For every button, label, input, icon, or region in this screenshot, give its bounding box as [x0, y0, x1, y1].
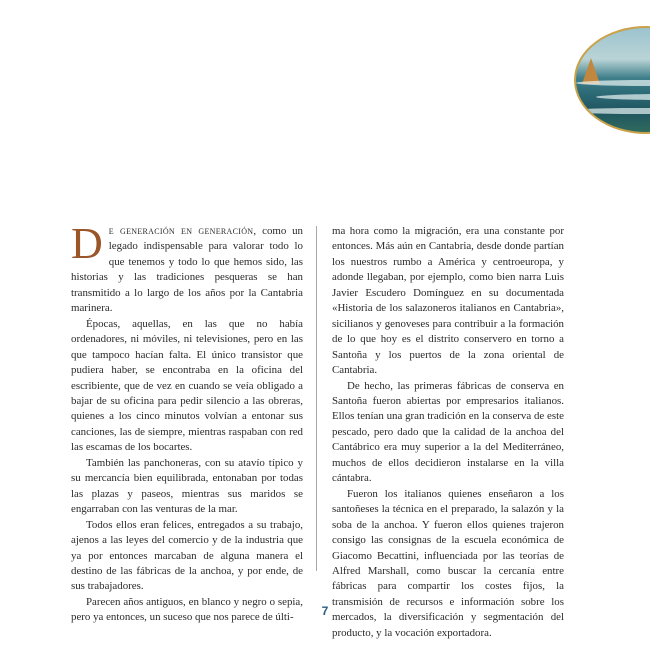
paragraph: Épocas, aquellas, en las que no había ordenadores, ni móviles, ni televisiones, pero en las que tampoco hacían falta. El único transistor que pudiera haber, se encontraba en la oficina del escribiente, que de vez en cuando se veía obligado a bajar de su oficina para pedir silencio a las obreras, quienes a los cinco minutos volvían a entonar sus canciones, las de siempre, mientras raspaban con red las escamas de los bocartes.	[71, 317, 303, 454]
right-text-column	[332, 224, 564, 641]
paragraph-text: como un legado indispensable para valorar todo lo que tenemos y todo lo que hemos sido, las historias y las tradiciones pesqueras se han transmitido a lo largo de los años por la Cantabria marinera.	[71, 225, 303, 315]
drop-cap: D	[71, 219, 103, 268]
paragraph	[71, 219, 303, 317]
paragraph: Todos ellos eran felices, entregados a su trabajo, ajenos a las leyes del comercio y de la industria que ya por entonces marcaban de alguna manera el destino de las fábricas de la anchoa, y por ende, de sus trabajadores.	[71, 518, 303, 593]
wave-crest	[596, 94, 650, 100]
left-text-column	[71, 219, 303, 626]
wave-crest	[576, 80, 650, 86]
wave-crest	[574, 108, 650, 114]
paragraph: De hecho, las primeras fábricas de conserva en Santoña fueron abiertas por empresarios italianos. Ellos tenían una gran tradición en la conserva de este pescado, pero dado que la calidad de la anchoa del Cantábrico era muy superior a la del Mediterráneo, muchos de ellos decidieron instalarse en la villa cántabra.	[332, 379, 564, 485]
paragraph: También las panchoneras, con su atavío típico y su mercancía bien equilibrada, entonaban por todas las plazas y paseos, mientras sus maridos se engarraban con las venturas de la mar.	[71, 456, 303, 516]
page-number: 7	[321, 604, 329, 618]
paragraph: Parecen años antiguos, en blanco y negro o sepia, pero ya entonces, un suceso que nos parece de últi-	[71, 595, 303, 624]
column-divider	[316, 226, 317, 571]
seascape-painting	[574, 26, 650, 134]
lead-in-smallcaps: e generación en generación,	[108, 225, 257, 237]
paragraph: Fueron los italianos quienes enseñaron a los santoñeses la técnica en el preparado, la salazón y la soba de la anchoa. Y fueron ellos quienes trajeron consigo las consignas de la escuela económica de Giacomo Becattini, influenciada por las teorías de Alfred Marshall, como buscar la cercanía entre fábricas para compartir los costes fijos, la transmisión de recursos e información sobre los mercados, la diversificación y segmentación del producto, y la vocación exportadora.	[332, 487, 564, 639]
paragraph: ma hora como la migración, era una constante por entonces. Más aún en Cantabria, desde donde partían los nuestros rumbo a América y centroeuropa, y adonde llegaban, por ejemplo, como bien narra Luis Javier Escudero Domínguez en su documentada «Historia de los salazoneros italianos en Cantabria», sicilianos y genoveses para contribuir a la formación de lo que hoy es el distrito conservero en torno a Santoña y los puertos de la zona oriental de Cantabria.	[332, 225, 564, 377]
